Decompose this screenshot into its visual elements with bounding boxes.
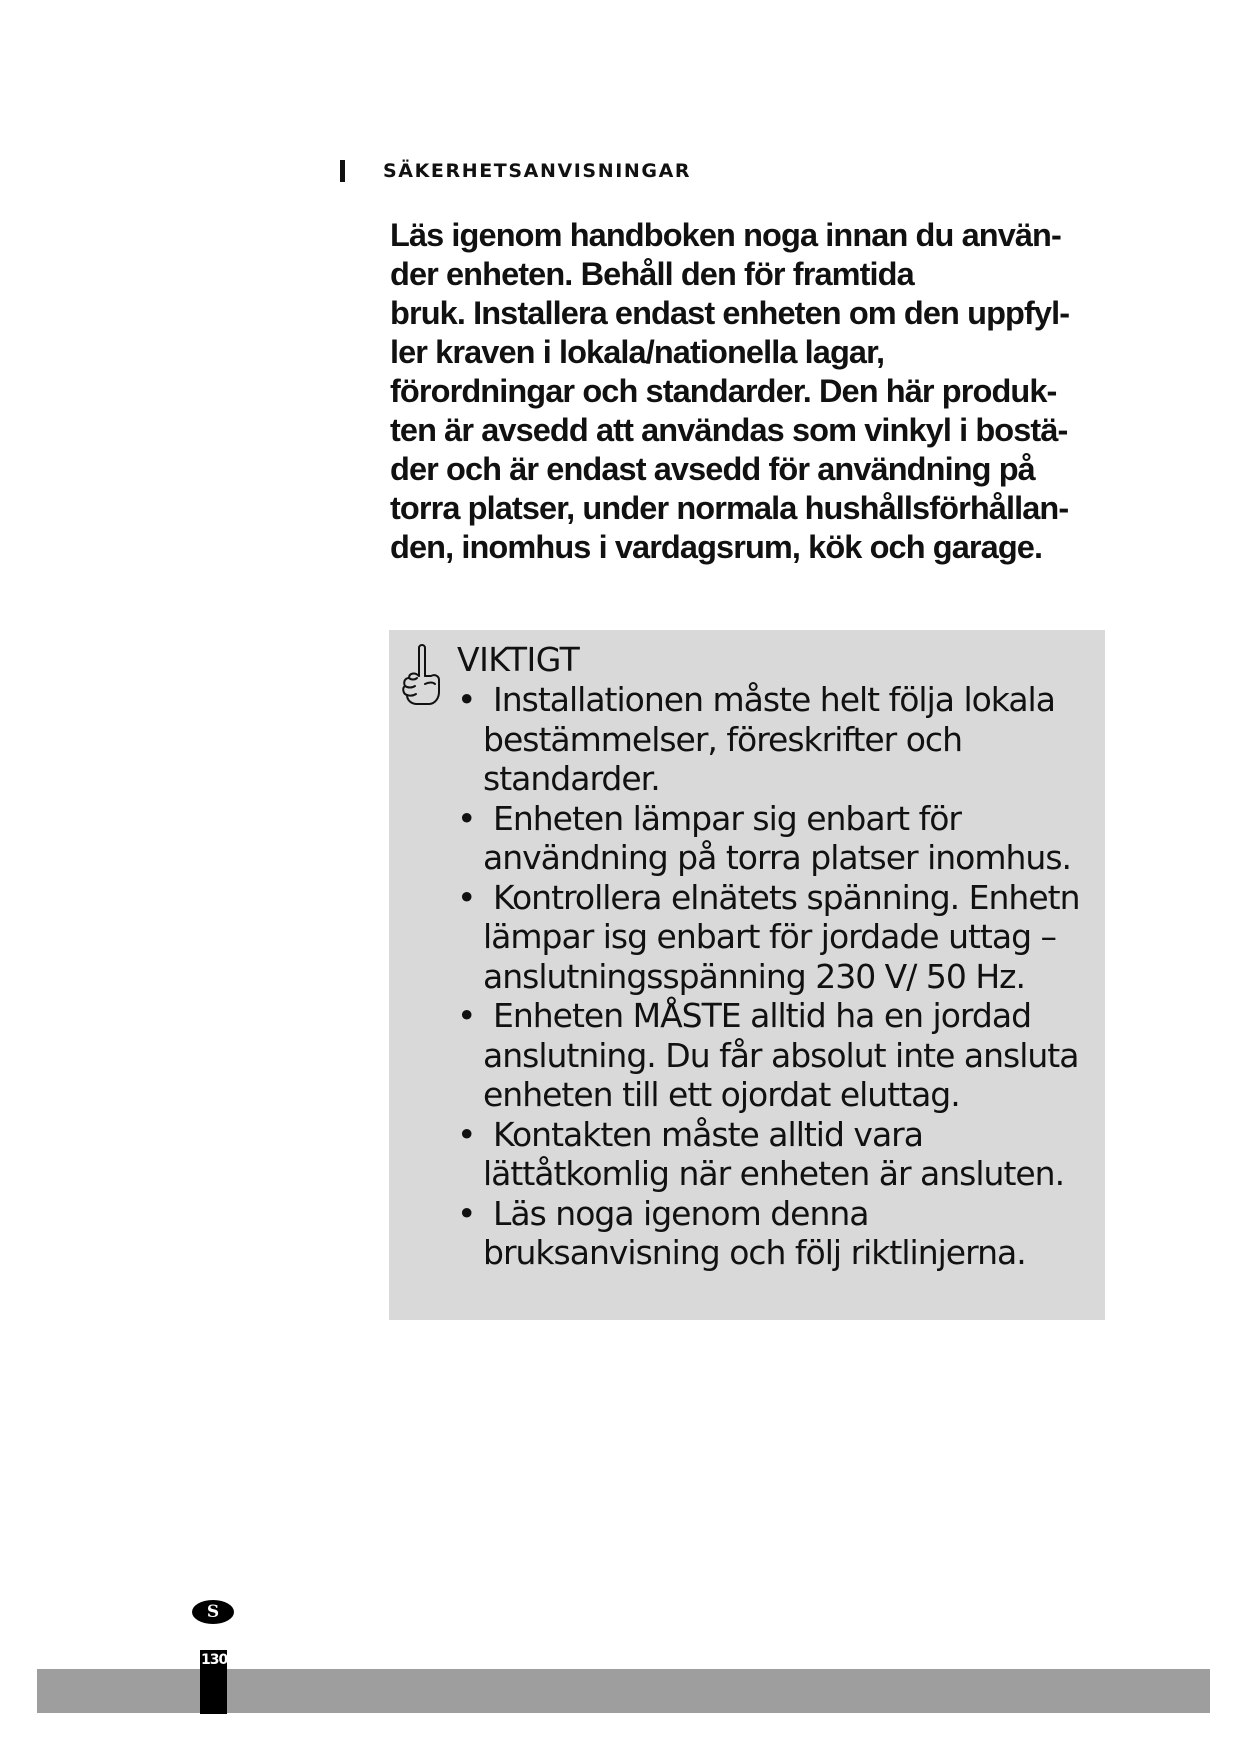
intro-line: Läs igenom handboken noga innan du använ-	[390, 217, 1061, 253]
bullet: •	[457, 877, 477, 917]
list-item	[457, 1115, 1097, 1194]
important-title: VIKTIGT	[457, 640, 580, 679]
intro-line: ler kraven i lokala/nationella lagar,	[390, 334, 885, 370]
list-item	[457, 878, 1097, 997]
list-item-text: anslutningsspänning 230 V/ 50 Hz.	[483, 956, 1025, 996]
intro-line: den, inomhus i vardagsrum, kök och garage.	[390, 529, 1043, 565]
list-item	[457, 996, 1097, 1115]
page-number: 130	[201, 1652, 228, 1668]
list-item-text: anslutning. Du får absolut inte ansluta	[483, 1035, 1079, 1075]
bullet: •	[457, 1193, 477, 1233]
section-marker	[340, 160, 345, 182]
intro-line: der enheten. Behåll den för framtida	[390, 256, 914, 292]
important-box	[389, 630, 1105, 1320]
list-item-text: Kontrollera elnätets spänning. Enhetn	[493, 877, 1080, 917]
list-item-text: enheten till ett ojordat eluttag.	[483, 1075, 960, 1114]
bullet: •	[457, 680, 477, 719]
list-item-text: lämpar isg enbart för jordade uttag –	[483, 917, 1057, 956]
important-list	[457, 680, 1097, 1273]
bullet: •	[457, 996, 477, 1035]
section-title: SÄKERHETSANVISNINGAR	[383, 160, 692, 182]
list-item-text: Installationen måste helt följa lokala	[493, 680, 1055, 719]
list-item	[457, 1194, 1097, 1273]
list-item-text: Enheten MÅSTE alltid ha en jordad	[493, 996, 1032, 1035]
list-item-text: Läs noga igenom denna	[493, 1193, 869, 1233]
pointing-hand-icon	[399, 642, 443, 708]
intro-line: der och är endast avsedd för användning på	[390, 451, 1035, 487]
list-item	[457, 680, 1097, 799]
list-item-text: standarder.	[483, 759, 660, 798]
section-header	[340, 160, 691, 182]
intro-paragraph	[390, 216, 1110, 567]
bullet: •	[457, 798, 477, 838]
intro-line: förordningar och standarder. Den här produk-	[390, 373, 1057, 409]
list-item-text: Kontakten måste alltid vara	[493, 1114, 923, 1154]
list-item-text: bruksanvisning och följ riktlinjerna.	[483, 1233, 1026, 1272]
language-badge: S	[192, 1600, 234, 1624]
list-item-text: användning på torra platser inomhus.	[483, 838, 1072, 877]
list-item-text: bestämmelser, föreskrifter och	[483, 719, 962, 759]
list-item-text: Enheten lämpar sig enbart för	[493, 798, 961, 838]
intro-line: ten är avsedd att användas som vinkyl i bostä-	[390, 412, 1068, 448]
list-item-text: lättåtkomlig när enheten är ansluten.	[483, 1154, 1065, 1193]
intro-line: torra platser, under normala hushållsförhållan-	[390, 490, 1069, 526]
bullet: •	[457, 1114, 477, 1154]
intro-line: bruk. Installera endast enheten om den uppfyl-	[390, 295, 1070, 331]
list-item	[457, 799, 1097, 878]
